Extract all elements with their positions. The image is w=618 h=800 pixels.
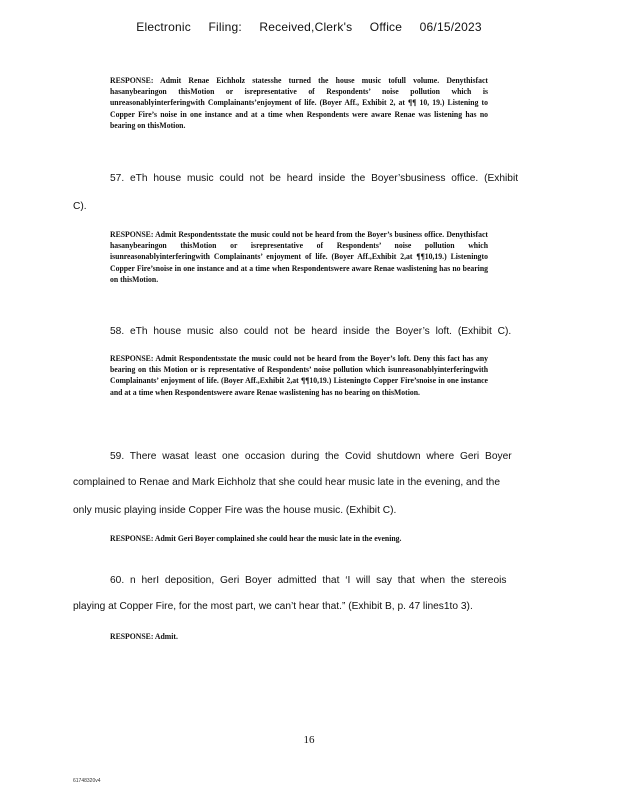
response-block: RESPONSE: Admit Geri Boyer complained she could hear the music late in the evening. bbox=[110, 533, 402, 543]
response-block: RESPONSE: Admit Renae Eichholz statesshe turned the house music tofull volume. Denythisfact hasanybearingon thisMotion or isrepresentative of Respondents’ noise pollution which is unreasonablyinterferingwith Complainants’enjoyment of life. (Boyer Aff., Exhibit 2, at ¶¶ 10, 19.) Listening to Copper Fire’s noise in one instance and at a time when Respondents were aware Renae was listening has no bearing on thisMotion. bbox=[110, 75, 488, 130]
paragraph-59-line3: only music playing inside Copper Fire was the house music. (Exhibit C). bbox=[73, 505, 397, 516]
paragraph-59-line2: complained to Renae and Mark Eichholz that she could hear music late in the evening, and the bbox=[73, 477, 501, 488]
filing-header: Electronic Filing: Received,Clerk's Office 06/15/2023 bbox=[136, 20, 482, 34]
page-number: 16 bbox=[303, 734, 315, 746]
paragraph-59-line1: 59. There wasat least one occasion during the Covid shutdown where Geri Boyer bbox=[110, 451, 512, 462]
document-id: 61748320v4 bbox=[73, 778, 101, 784]
paragraph-57: 57. eTh house music could not be heard inside the Boyer’sbusiness office. (Exhibit bbox=[110, 173, 519, 184]
paragraph-58: 58. eTh house music also could not be heard inside the Boyer’s loft. (Exhibit C). bbox=[110, 326, 512, 337]
response-block: RESPONSE: Admit Respondentsstate the music could not be heard from the Boyer’s loft. Deny this fact has any bearing on this Motion or is representative of Respondents’ noise pollution which isunreasonablyinterferingwith Complainants’ enjoyment of life. (Boyer Aff.,Exhibit 2,at ¶¶10,19.) Listeningto Copper Fire’snoise in one instance and at a time when Respondentswere aware Renae waslistening has no bearing on thisMotion. bbox=[110, 353, 488, 397]
response-block: RESPONSE: Admit Respondentsstate the music could not be heard from the Boyer’s business office. Denythisfact hasanybearingon thisMotion or isrepresentative of Respondents’ noise pollution which isunreasonablyinterferingwith Complainants’ enjoyment of life. (Boyer Aff.,Exhibit 2,at ¶¶10,19.) Listeningto Copper Fire’snoise in one instance and at a time when Respondentswere aware Renae waslistening has no bearing on thisMotion. bbox=[110, 229, 488, 284]
response-block: RESPONSE: Admit. bbox=[110, 631, 178, 641]
paragraph-60-line1: 60. n herI deposition, Geri Boyer admitted that ‘I will say that when the stereois bbox=[110, 575, 507, 586]
paragraph-57-continuation: C). bbox=[73, 201, 87, 212]
paragraph-60-line2: playing at Copper Fire, for the most part, we can’t hear that.” (Exhibit B, p. 47 lines1to 3). bbox=[73, 601, 473, 612]
